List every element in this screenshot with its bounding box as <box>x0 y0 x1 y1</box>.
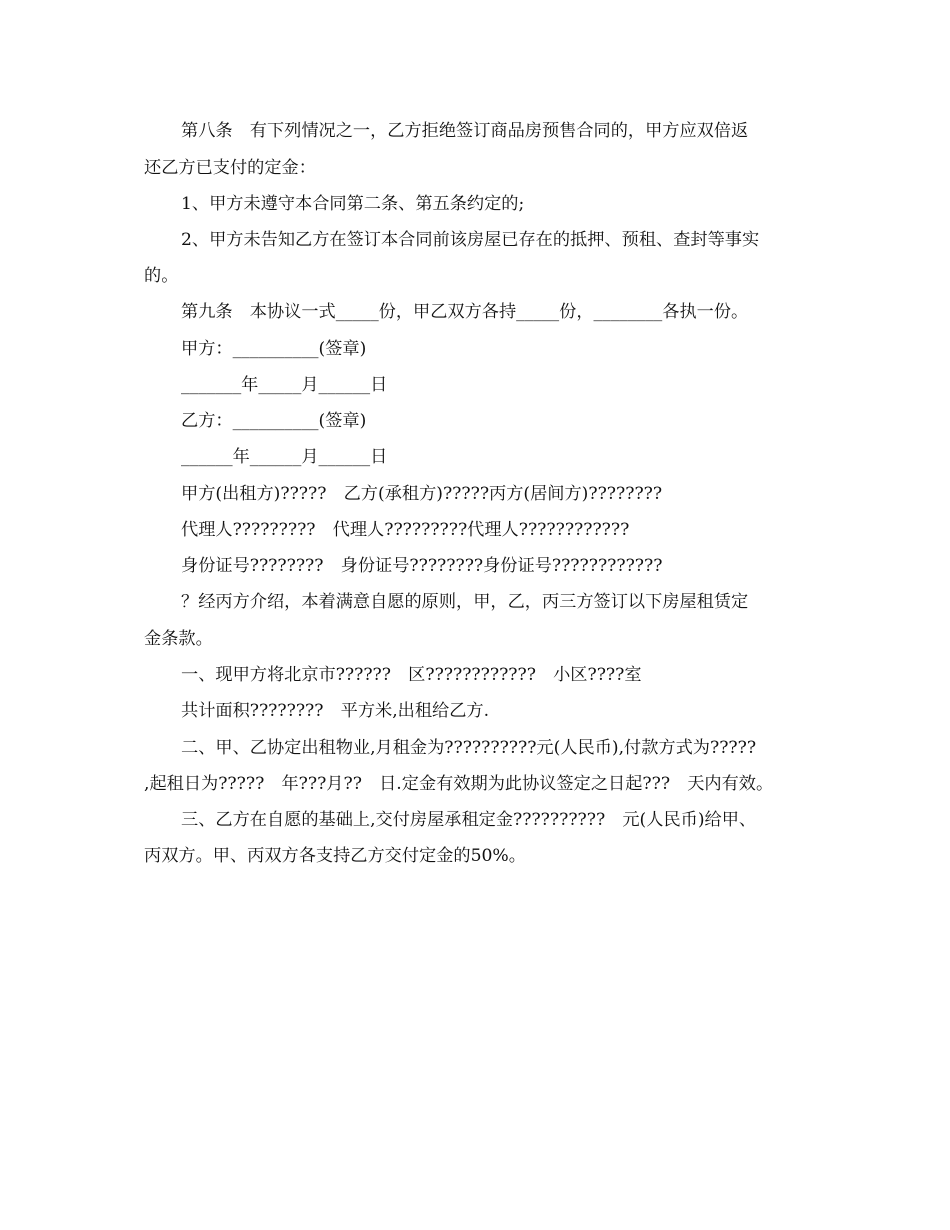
preamble: ？经丙方介绍，本着满意自愿的原则，甲，乙，丙三方签订以下房屋租赁定 <box>181 592 749 612</box>
agents-line: 代理人????????? 代理人?????????代理人???????????? <box>181 520 630 540</box>
article-8-heading: 第八条 有下列情况之一，乙方拒绝签订商品房预售合同的，甲方应双倍返 <box>181 121 749 141</box>
clause-2: 二、甲、乙协定出租物业,月租金为??????????元(人民币),付款方式为????? <box>181 738 757 758</box>
parties-header: 甲方(出租方)????? 乙方(承租方)?????丙方(居间方)???????? <box>181 484 663 504</box>
clause-1-area: 共计面积???????? 平方米,出租给乙方. <box>181 701 490 721</box>
clause-3-continuation: 丙双方。甲、丙双方各支持乙方交付定金的50%。 <box>144 846 526 866</box>
clause-3: 三、乙方在自愿的基础上,交付房屋承租定金?????????? 元(人民币)给甲、 <box>181 810 757 830</box>
party-a-signature: 甲方：__________(签章) <box>181 339 367 359</box>
article-8-item-2: 2、甲方未告知乙方在签订本合同前该房屋已存在的抵押、预租、查封等事实 <box>181 230 760 250</box>
id-numbers-line: 身份证号???????? 身份证号????????身份证号???????????? <box>181 556 663 576</box>
party-a-date: _______年_____月______日 <box>181 375 388 395</box>
article-9: 第九条 本协议一式_____份，甲乙双方各持_____份，________各执一份。 <box>181 302 749 322</box>
clause-2-continuation: ,起租日为????? 年???月?? 日.定金有效期为此协议签定之日起??? 天内有效。 <box>144 774 774 794</box>
article-8-item-2-continuation: 的。 <box>144 266 179 286</box>
preamble-continuation: 金条款。 <box>144 629 213 649</box>
party-b-signature: 乙方：__________(签章) <box>181 411 367 431</box>
clause-1: 一、现甲方将北京市?????? 区???????????? 小区????室 <box>181 665 642 685</box>
article-8-item-1: 1、甲方未遵守本合同第二条、第五条约定的; <box>181 194 525 214</box>
article-8-continuation: 还乙方已支付的定金： <box>144 158 316 178</box>
party-b-date: ______年______月______日 <box>181 447 388 467</box>
